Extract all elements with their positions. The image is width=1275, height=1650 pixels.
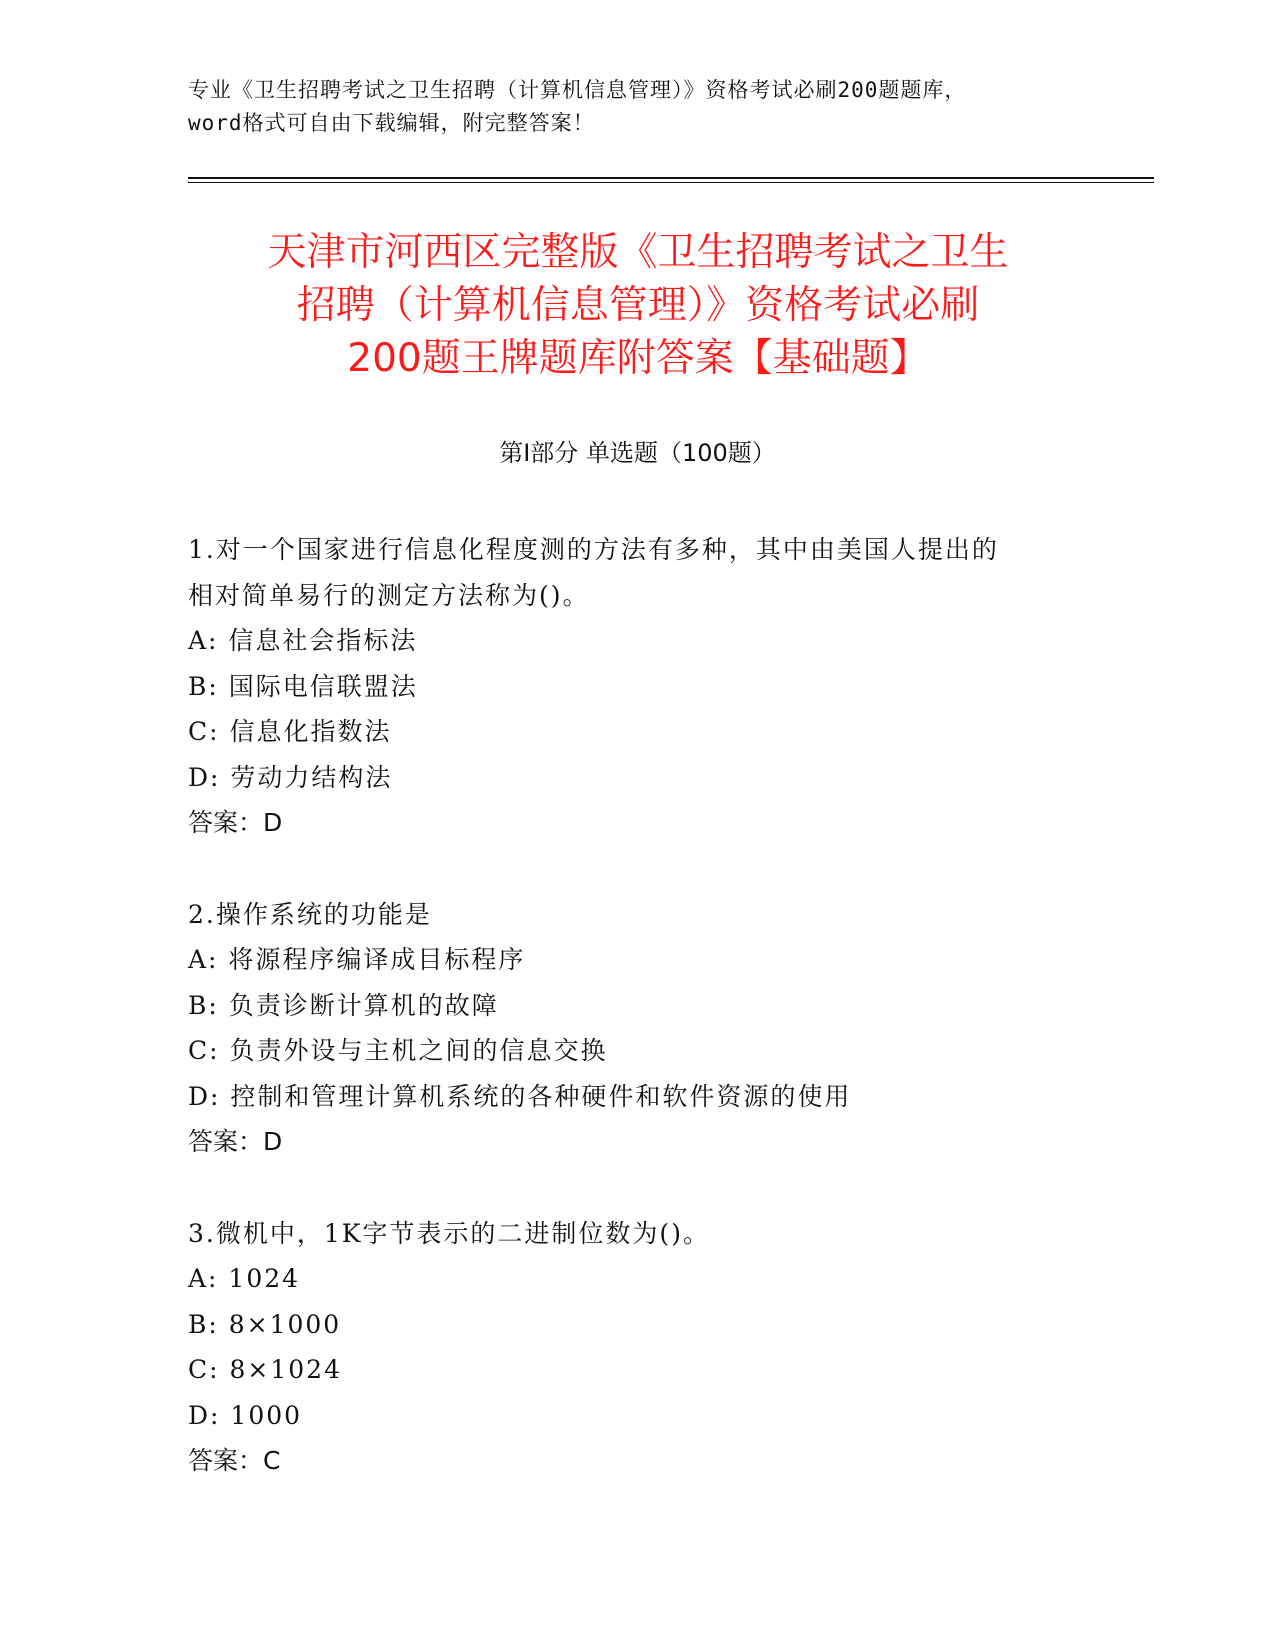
question-list: [188, 527, 1088, 1530]
header-rule-thick: [188, 177, 1154, 179]
question-1: [188, 527, 1088, 846]
option-c: C: 8×1024: [188, 1355, 342, 1384]
option-b: B: 8×1000: [188, 1309, 342, 1339]
question-stem-line: 1.对一个国家进行信息化程度测的方法有多种，其中由美国人提出的: [188, 535, 999, 564]
option-c: C: 负责外设与主机之间的信息交换: [188, 1036, 608, 1065]
answer-label: 答案：D: [188, 1127, 283, 1156]
answer-label: 答案：D: [188, 808, 283, 837]
document-title-line-2: 招聘（计算机信息管理）》资格考试必刷: [296, 283, 980, 328]
document-title-line-1: 天津市河西区完整版《卫生招聘考试之卫生: [267, 230, 1009, 275]
question-2: [188, 892, 1088, 1165]
option-c: C: 信息化指数法: [188, 717, 392, 746]
document-title-line-3: 200题王牌题库附答案【基础题】: [347, 336, 929, 381]
question-stem-line: 相对简单易行的测定方法称为()。: [188, 580, 590, 610]
header-note-line-2: word格式可自由下载编辑，附完整答案！: [188, 111, 595, 135]
document-title: [160, 226, 1116, 385]
option-a: A: 信息社会指标法: [188, 626, 418, 655]
option-b: B: 负责诊断计算机的故障: [188, 990, 499, 1020]
question-stem-line: 3.微机中，1K字节表示的二进制位数为()。: [188, 1218, 710, 1248]
question-3: [188, 1211, 1088, 1484]
answer-label: 答案：C: [188, 1446, 281, 1475]
option-d: D: 控制和管理计算机系统的各种硬件和软件资源的使用: [188, 1081, 852, 1111]
option-a: A: 将源程序编译成目标程序: [188, 945, 526, 974]
option-b: B: 国际电信联盟法: [188, 671, 418, 701]
option-d: D: 劳动力结构法: [188, 762, 393, 792]
header-note: [188, 74, 1128, 140]
header-note-line-1: 专业《卫生招聘考试之卫生招聘（计算机信息管理）》资格考试必刷200题题库，: [188, 78, 967, 102]
header-rule-thin: [188, 182, 1154, 183]
section-heading: 第Ⅰ部分 单选题（100题）: [499, 439, 776, 467]
question-stem-line: 2.操作系统的功能是: [188, 899, 432, 929]
option-a: A: 1024: [188, 1264, 301, 1293]
option-d: D: 1000: [188, 1400, 303, 1430]
